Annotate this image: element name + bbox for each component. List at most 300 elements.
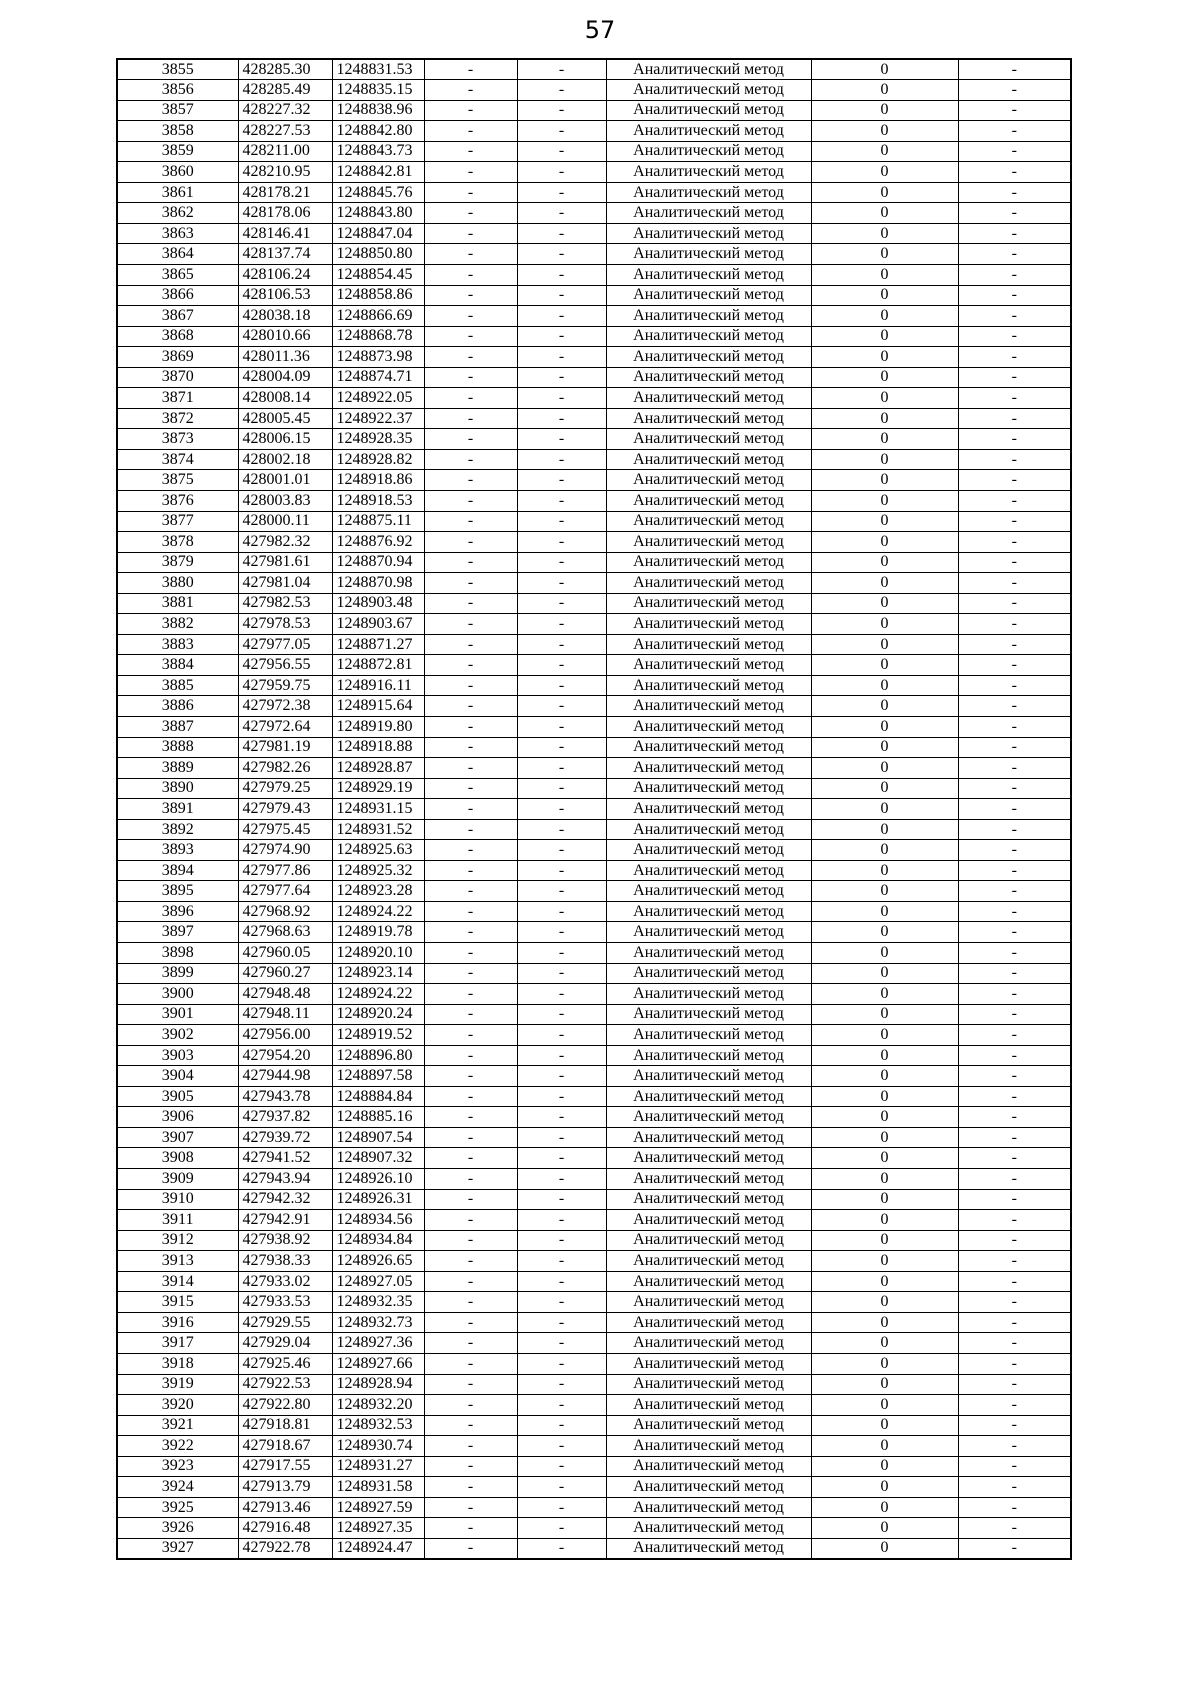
point-number-cell: 3864: [117, 244, 238, 265]
x-coordinate-cell: 428003.83: [238, 490, 332, 511]
x-coordinate-cell: 427981.61: [238, 552, 332, 573]
table-row: [117, 511, 1071, 532]
value-dash-cell: -: [424, 1271, 517, 1292]
point-number-cell: 3884: [117, 655, 238, 676]
value-dash-cell: -: [517, 1271, 606, 1292]
x-coordinate-cell: 427943.78: [238, 1086, 332, 1107]
method-cell: Аналитический метод: [606, 80, 811, 101]
value-dash-cell: -: [958, 1395, 1071, 1416]
point-number-cell: 3911: [117, 1210, 238, 1231]
value-dash-cell: -: [424, 1374, 517, 1395]
error-value-cell: 0: [811, 943, 958, 964]
value-dash-cell: -: [517, 901, 606, 922]
point-number-cell: 3891: [117, 799, 238, 820]
value-dash-cell: -: [424, 696, 517, 717]
method-cell: Аналитический метод: [606, 449, 811, 470]
value-dash-cell: -: [958, 449, 1071, 470]
point-number-cell: 3887: [117, 717, 238, 738]
value-dash-cell: -: [517, 1169, 606, 1190]
x-coordinate-cell: 428005.45: [238, 408, 332, 429]
table-row: [117, 634, 1071, 655]
x-coordinate-cell: 427956.00: [238, 1025, 332, 1046]
method-cell: Аналитический метод: [606, 717, 811, 738]
y-coordinate-cell: 1248871.27: [332, 634, 424, 655]
x-coordinate-cell: 427981.19: [238, 737, 332, 758]
point-number-cell: 3917: [117, 1333, 238, 1354]
value-dash-cell: -: [517, 1148, 606, 1169]
point-number-cell: 3883: [117, 634, 238, 655]
error-value-cell: 0: [811, 59, 958, 80]
method-cell: Аналитический метод: [606, 758, 811, 779]
table-row: [117, 326, 1071, 347]
point-number-cell: 3924: [117, 1477, 238, 1498]
value-dash-cell: -: [958, 429, 1071, 450]
method-cell: Аналитический метод: [606, 100, 811, 121]
error-value-cell: 0: [811, 1189, 958, 1210]
value-dash-cell: -: [517, 1066, 606, 1087]
x-coordinate-cell: 427913.46: [238, 1497, 332, 1518]
y-coordinate-cell: 1248931.58: [332, 1477, 424, 1498]
value-dash-cell: -: [958, 1456, 1071, 1477]
value-dash-cell: -: [424, 470, 517, 491]
method-cell: Аналитический метод: [606, 408, 811, 429]
method-cell: Аналитический метод: [606, 1374, 811, 1395]
y-coordinate-cell: 1248843.80: [332, 203, 424, 224]
value-dash-cell: -: [517, 819, 606, 840]
x-coordinate-cell: 427954.20: [238, 1045, 332, 1066]
value-dash-cell: -: [958, 408, 1071, 429]
table-row: [117, 1148, 1071, 1169]
point-number-cell: 3876: [117, 490, 238, 511]
value-dash-cell: -: [517, 1456, 606, 1477]
method-cell: Аналитический метод: [606, 326, 811, 347]
error-value-cell: 0: [811, 696, 958, 717]
error-value-cell: 0: [811, 593, 958, 614]
value-dash-cell: -: [424, 1210, 517, 1231]
value-dash-cell: -: [517, 244, 606, 265]
value-dash-cell: -: [517, 737, 606, 758]
table-row: [117, 758, 1071, 779]
error-value-cell: 0: [811, 1395, 958, 1416]
value-dash-cell: -: [517, 1538, 606, 1559]
value-dash-cell: -: [958, 984, 1071, 1005]
point-number-cell: 3871: [117, 388, 238, 409]
value-dash-cell: -: [424, 1292, 517, 1313]
table-row: [117, 285, 1071, 306]
table-row: [117, 984, 1071, 1005]
error-value-cell: 0: [811, 737, 958, 758]
table-row: [117, 244, 1071, 265]
error-value-cell: 0: [811, 675, 958, 696]
x-coordinate-cell: 427918.67: [238, 1436, 332, 1457]
value-dash-cell: -: [958, 1497, 1071, 1518]
error-value-cell: 0: [811, 881, 958, 902]
table-row: [117, 819, 1071, 840]
point-number-cell: 3881: [117, 593, 238, 614]
table-body: [117, 59, 1071, 1559]
value-dash-cell: -: [958, 881, 1071, 902]
error-value-cell: 0: [811, 758, 958, 779]
y-coordinate-cell: 1248926.10: [332, 1169, 424, 1190]
method-cell: Аналитический метод: [606, 984, 811, 1005]
method-cell: Аналитический метод: [606, 1107, 811, 1128]
point-number-cell: 3868: [117, 326, 238, 347]
method-cell: Аналитический метод: [606, 1169, 811, 1190]
method-cell: Аналитический метод: [606, 1148, 811, 1169]
table-row: [117, 182, 1071, 203]
value-dash-cell: -: [424, 1456, 517, 1477]
x-coordinate-cell: 427948.48: [238, 984, 332, 1005]
point-number-cell: 3888: [117, 737, 238, 758]
y-coordinate-cell: 1248931.15: [332, 799, 424, 820]
x-coordinate-cell: 428178.06: [238, 203, 332, 224]
point-number-cell: 3906: [117, 1107, 238, 1128]
point-number-cell: 3872: [117, 408, 238, 429]
table-row: [117, 1025, 1071, 1046]
table-row: [117, 121, 1071, 142]
method-cell: Аналитический метод: [606, 1004, 811, 1025]
value-dash-cell: -: [958, 1107, 1071, 1128]
value-dash-cell: -: [517, 1477, 606, 1498]
point-number-cell: 3902: [117, 1025, 238, 1046]
value-dash-cell: -: [424, 901, 517, 922]
value-dash-cell: -: [424, 984, 517, 1005]
point-number-cell: 3918: [117, 1353, 238, 1374]
table-row: [117, 80, 1071, 101]
value-dash-cell: -: [958, 1251, 1071, 1272]
value-dash-cell: -: [424, 799, 517, 820]
y-coordinate-cell: 1248875.11: [332, 511, 424, 532]
table-row: [117, 552, 1071, 573]
y-coordinate-cell: 1248907.32: [332, 1148, 424, 1169]
value-dash-cell: -: [517, 1045, 606, 1066]
x-coordinate-cell: 427925.46: [238, 1353, 332, 1374]
value-dash-cell: -: [958, 1045, 1071, 1066]
y-coordinate-cell: 1248929.19: [332, 778, 424, 799]
error-value-cell: 0: [811, 634, 958, 655]
x-coordinate-cell: 427977.64: [238, 881, 332, 902]
value-dash-cell: -: [958, 100, 1071, 121]
x-coordinate-cell: 427982.32: [238, 532, 332, 553]
value-dash-cell: -: [517, 532, 606, 553]
value-dash-cell: -: [958, 922, 1071, 943]
value-dash-cell: -: [424, 532, 517, 553]
table-row: [117, 141, 1071, 162]
error-value-cell: 0: [811, 429, 958, 450]
y-coordinate-cell: 1248923.28: [332, 881, 424, 902]
value-dash-cell: -: [517, 1107, 606, 1128]
error-value-cell: 0: [811, 1353, 958, 1374]
point-number-cell: 3861: [117, 182, 238, 203]
method-cell: Аналитический метод: [606, 737, 811, 758]
value-dash-cell: -: [517, 1230, 606, 1251]
value-dash-cell: -: [958, 573, 1071, 594]
table-row: [117, 1538, 1071, 1559]
table-row: [117, 203, 1071, 224]
y-coordinate-cell: 1248924.47: [332, 1538, 424, 1559]
value-dash-cell: -: [517, 655, 606, 676]
x-coordinate-cell: 428000.11: [238, 511, 332, 532]
error-value-cell: 0: [811, 963, 958, 984]
value-dash-cell: -: [424, 1230, 517, 1251]
value-dash-cell: -: [517, 59, 606, 80]
value-dash-cell: -: [424, 490, 517, 511]
error-value-cell: 0: [811, 1518, 958, 1539]
value-dash-cell: -: [517, 1395, 606, 1416]
method-cell: Аналитический метод: [606, 121, 811, 142]
value-dash-cell: -: [517, 881, 606, 902]
error-value-cell: 0: [811, 1477, 958, 1498]
method-cell: Аналитический метод: [606, 244, 811, 265]
x-coordinate-cell: 427956.55: [238, 655, 332, 676]
error-value-cell: 0: [811, 1374, 958, 1395]
y-coordinate-cell: 1248866.69: [332, 306, 424, 327]
value-dash-cell: -: [958, 532, 1071, 553]
method-cell: Аналитический метод: [606, 347, 811, 368]
y-coordinate-cell: 1248835.15: [332, 80, 424, 101]
y-coordinate-cell: 1248918.53: [332, 490, 424, 511]
x-coordinate-cell: 427974.90: [238, 840, 332, 861]
value-dash-cell: -: [958, 1333, 1071, 1354]
point-number-cell: 3856: [117, 80, 238, 101]
point-number-cell: 3870: [117, 367, 238, 388]
method-cell: Аналитический метод: [606, 264, 811, 285]
y-coordinate-cell: 1248922.37: [332, 408, 424, 429]
value-dash-cell: -: [517, 121, 606, 142]
value-dash-cell: -: [517, 182, 606, 203]
value-dash-cell: -: [517, 470, 606, 491]
method-cell: Аналитический метод: [606, 1497, 811, 1518]
x-coordinate-cell: 427922.80: [238, 1395, 332, 1416]
y-coordinate-cell: 1248919.80: [332, 717, 424, 738]
y-coordinate-cell: 1248920.24: [332, 1004, 424, 1025]
method-cell: Аналитический метод: [606, 799, 811, 820]
value-dash-cell: -: [958, 264, 1071, 285]
point-number-cell: 3892: [117, 819, 238, 840]
value-dash-cell: -: [958, 203, 1071, 224]
value-dash-cell: -: [958, 59, 1071, 80]
method-cell: Аналитический метод: [606, 573, 811, 594]
x-coordinate-cell: 427943.94: [238, 1169, 332, 1190]
table-row: [117, 1395, 1071, 1416]
value-dash-cell: -: [958, 717, 1071, 738]
point-number-cell: 3915: [117, 1292, 238, 1313]
method-cell: Аналитический метод: [606, 819, 811, 840]
value-dash-cell: -: [424, 922, 517, 943]
x-coordinate-cell: 427977.05: [238, 634, 332, 655]
point-number-cell: 3922: [117, 1436, 238, 1457]
point-number-cell: 3908: [117, 1148, 238, 1169]
point-number-cell: 3925: [117, 1497, 238, 1518]
method-cell: Аналитический метод: [606, 1538, 811, 1559]
y-coordinate-cell: 1248896.80: [332, 1045, 424, 1066]
y-coordinate-cell: 1248842.80: [332, 121, 424, 142]
x-coordinate-cell: 427972.64: [238, 717, 332, 738]
value-dash-cell: -: [958, 1086, 1071, 1107]
error-value-cell: 0: [811, 819, 958, 840]
method-cell: Аналитический метод: [606, 429, 811, 450]
value-dash-cell: -: [517, 1004, 606, 1025]
table-row: [117, 675, 1071, 696]
x-coordinate-cell: 427916.48: [238, 1518, 332, 1539]
value-dash-cell: -: [958, 1538, 1071, 1559]
y-coordinate-cell: 1248920.10: [332, 943, 424, 964]
value-dash-cell: -: [958, 141, 1071, 162]
value-dash-cell: -: [424, 1127, 517, 1148]
error-value-cell: 0: [811, 922, 958, 943]
value-dash-cell: -: [958, 511, 1071, 532]
error-value-cell: 0: [811, 901, 958, 922]
error-value-cell: 0: [811, 1415, 958, 1436]
value-dash-cell: -: [517, 223, 606, 244]
value-dash-cell: -: [958, 778, 1071, 799]
point-number-cell: 3894: [117, 860, 238, 881]
method-cell: Аналитический метод: [606, 532, 811, 553]
point-number-cell: 3923: [117, 1456, 238, 1477]
point-number-cell: 3898: [117, 943, 238, 964]
value-dash-cell: -: [424, 860, 517, 881]
value-dash-cell: -: [424, 1004, 517, 1025]
x-coordinate-cell: 428002.18: [238, 449, 332, 470]
method-cell: Аналитический метод: [606, 655, 811, 676]
value-dash-cell: -: [424, 59, 517, 80]
y-coordinate-cell: 1248928.94: [332, 1374, 424, 1395]
value-dash-cell: -: [958, 1169, 1071, 1190]
x-coordinate-cell: 427981.04: [238, 573, 332, 594]
value-dash-cell: -: [424, 1025, 517, 1046]
value-dash-cell: -: [424, 1395, 517, 1416]
method-cell: Аналитический метод: [606, 778, 811, 799]
value-dash-cell: -: [958, 490, 1071, 511]
x-coordinate-cell: 427938.92: [238, 1230, 332, 1251]
value-dash-cell: -: [517, 675, 606, 696]
error-value-cell: 0: [811, 244, 958, 265]
point-number-cell: 3866: [117, 285, 238, 306]
error-value-cell: 0: [811, 264, 958, 285]
y-coordinate-cell: 1248924.22: [332, 984, 424, 1005]
value-dash-cell: -: [517, 264, 606, 285]
x-coordinate-cell: 427975.45: [238, 819, 332, 840]
value-dash-cell: -: [424, 1477, 517, 1498]
error-value-cell: 0: [811, 141, 958, 162]
point-number-cell: 3920: [117, 1395, 238, 1416]
value-dash-cell: -: [517, 1292, 606, 1313]
table-row: [117, 1436, 1071, 1457]
value-dash-cell: -: [958, 1353, 1071, 1374]
error-value-cell: 0: [811, 717, 958, 738]
error-value-cell: 0: [811, 1436, 958, 1457]
y-coordinate-cell: 1248847.04: [332, 223, 424, 244]
x-coordinate-cell: 427913.79: [238, 1477, 332, 1498]
y-coordinate-cell: 1248927.35: [332, 1518, 424, 1539]
value-dash-cell: -: [424, 758, 517, 779]
value-dash-cell: -: [424, 80, 517, 101]
value-dash-cell: -: [958, 819, 1071, 840]
y-coordinate-cell: 1248876.92: [332, 532, 424, 553]
method-cell: Аналитический метод: [606, 285, 811, 306]
page-number: 57: [584, 16, 616, 44]
y-coordinate-cell: 1248931.52: [332, 819, 424, 840]
value-dash-cell: -: [517, 984, 606, 1005]
value-dash-cell: -: [424, 840, 517, 861]
value-dash-cell: -: [958, 901, 1071, 922]
point-number-cell: 3877: [117, 511, 238, 532]
point-number-cell: 3889: [117, 758, 238, 779]
value-dash-cell: -: [424, 1045, 517, 1066]
table-row: [117, 1004, 1071, 1025]
value-dash-cell: -: [424, 429, 517, 450]
point-number-cell: 3900: [117, 984, 238, 1005]
table-row: [117, 1271, 1071, 1292]
x-coordinate-cell: 427929.55: [238, 1312, 332, 1333]
y-coordinate-cell: 1248934.84: [332, 1230, 424, 1251]
x-coordinate-cell: 428011.36: [238, 347, 332, 368]
value-dash-cell: -: [517, 388, 606, 409]
method-cell: Аналитический метод: [606, 1436, 811, 1457]
value-dash-cell: -: [517, 80, 606, 101]
value-dash-cell: -: [424, 1148, 517, 1169]
x-coordinate-cell: 427937.82: [238, 1107, 332, 1128]
value-dash-cell: -: [424, 182, 517, 203]
table-row: [117, 1415, 1071, 1436]
point-number-cell: 3886: [117, 696, 238, 717]
error-value-cell: 0: [811, 223, 958, 244]
y-coordinate-cell: 1248928.82: [332, 449, 424, 470]
table-row: [117, 778, 1071, 799]
value-dash-cell: -: [424, 881, 517, 902]
table-row: [117, 881, 1071, 902]
value-dash-cell: -: [958, 634, 1071, 655]
value-dash-cell: -: [424, 717, 517, 738]
value-dash-cell: -: [424, 819, 517, 840]
error-value-cell: 0: [811, 80, 958, 101]
value-dash-cell: -: [958, 963, 1071, 984]
error-value-cell: 0: [811, 984, 958, 1005]
value-dash-cell: -: [958, 1477, 1071, 1498]
value-dash-cell: -: [424, 1353, 517, 1374]
table-row: [117, 1292, 1071, 1313]
value-dash-cell: -: [517, 573, 606, 594]
value-dash-cell: -: [958, 1004, 1071, 1025]
method-cell: Аналитический метод: [606, 614, 811, 635]
y-coordinate-cell: 1248918.86: [332, 470, 424, 491]
y-coordinate-cell: 1248903.48: [332, 593, 424, 614]
y-coordinate-cell: 1248924.22: [332, 901, 424, 922]
x-coordinate-cell: 427960.05: [238, 943, 332, 964]
x-coordinate-cell: 427938.33: [238, 1251, 332, 1272]
y-coordinate-cell: 1248925.63: [332, 840, 424, 861]
value-dash-cell: -: [424, 264, 517, 285]
y-coordinate-cell: 1248927.59: [332, 1497, 424, 1518]
error-value-cell: 0: [811, 367, 958, 388]
value-dash-cell: -: [424, 655, 517, 676]
method-cell: Аналитический метод: [606, 696, 811, 717]
method-cell: Аналитический метод: [606, 511, 811, 532]
method-cell: Аналитический метод: [606, 593, 811, 614]
x-coordinate-cell: 427922.78: [238, 1538, 332, 1559]
x-coordinate-cell: 427979.25: [238, 778, 332, 799]
point-number-cell: 3862: [117, 203, 238, 224]
value-dash-cell: -: [958, 758, 1071, 779]
x-coordinate-cell: 428146.41: [238, 223, 332, 244]
value-dash-cell: -: [958, 840, 1071, 861]
y-coordinate-cell: 1248874.71: [332, 367, 424, 388]
value-dash-cell: -: [517, 943, 606, 964]
x-coordinate-cell: 428285.30: [238, 59, 332, 80]
value-dash-cell: -: [517, 1436, 606, 1457]
y-coordinate-cell: 1248868.78: [332, 326, 424, 347]
value-dash-cell: -: [424, 1312, 517, 1333]
